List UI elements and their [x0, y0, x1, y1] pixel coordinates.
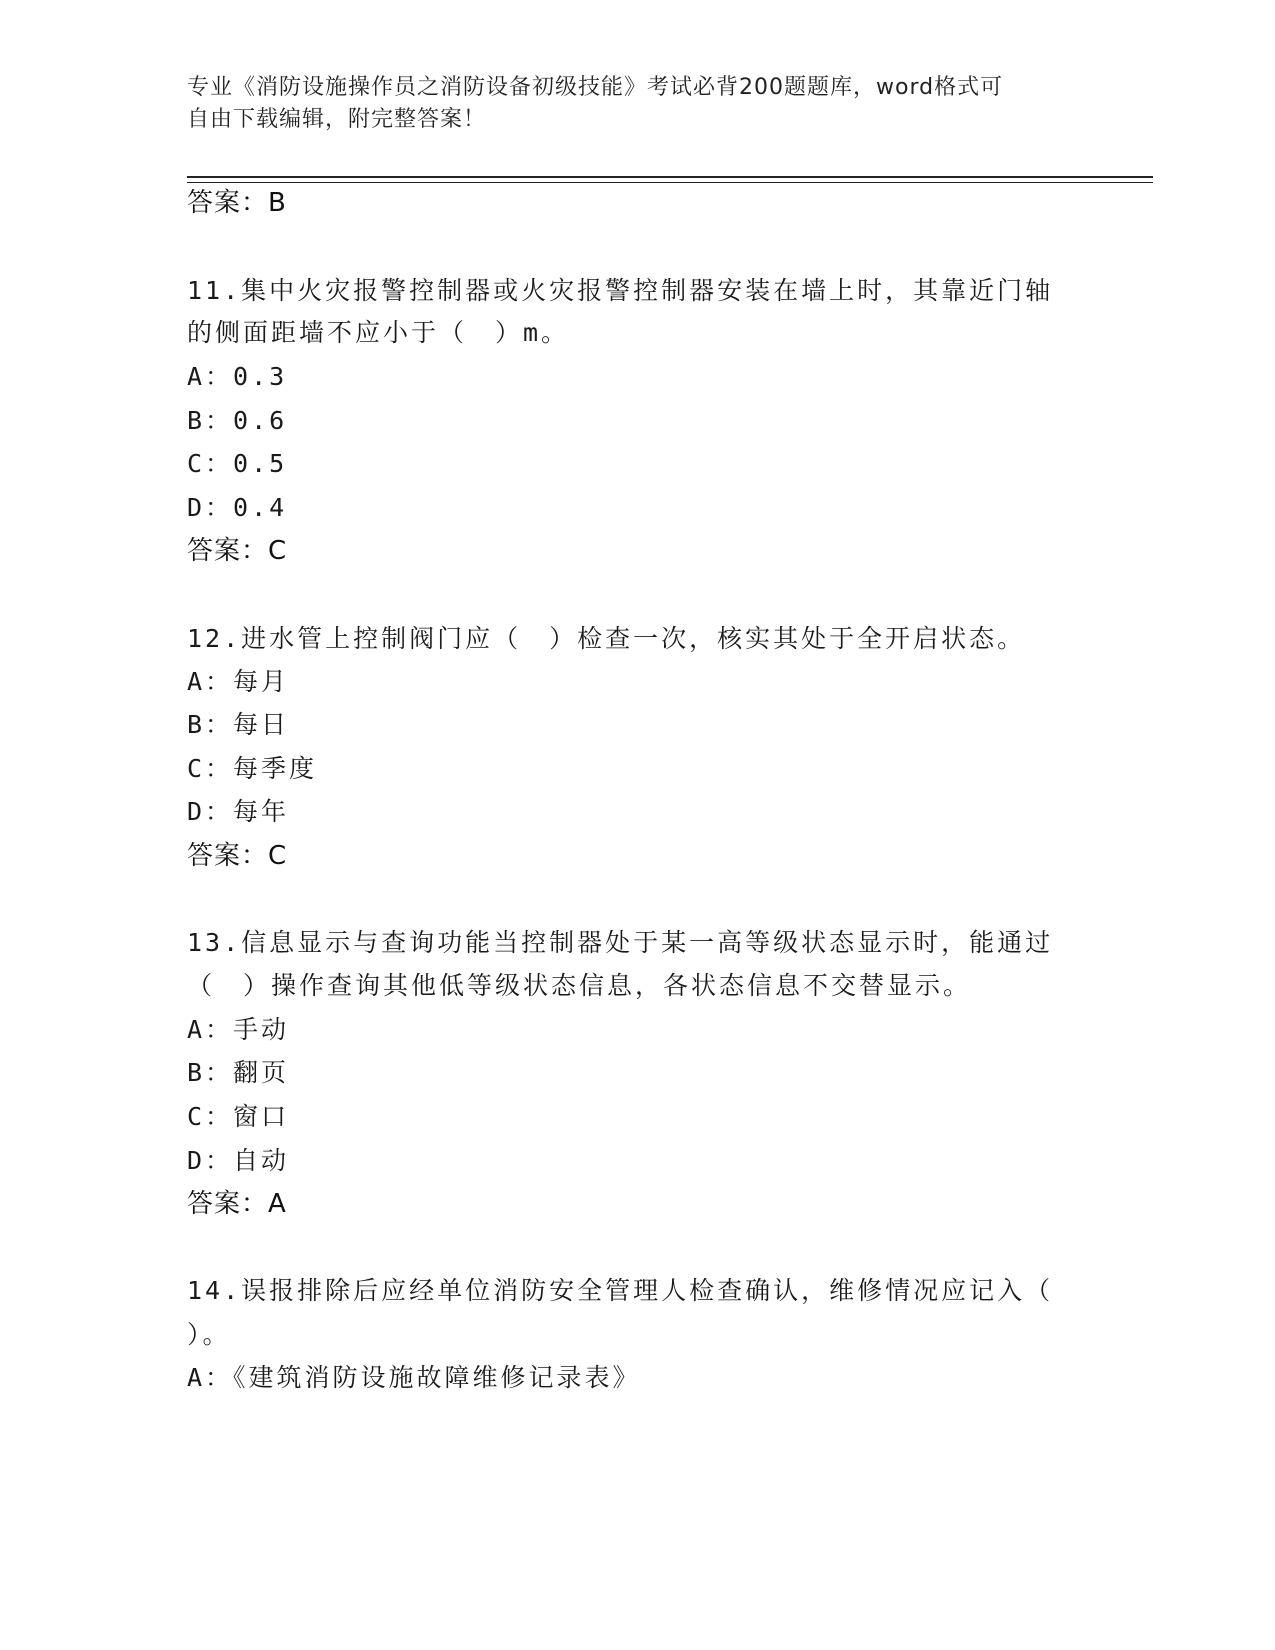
question-12-text-line-1: 12.进水管上控制阀门应（ ）检查一次，核实其处于全开启状态。 [187, 624, 1026, 653]
header-line-2: 自由下载编辑，附完整答案！ [187, 107, 487, 132]
previous-answer [187, 188, 287, 218]
question-13-option-b: B：翻页 [187, 1058, 290, 1087]
question-13-answer [187, 1189, 287, 1219]
question-12-answer [187, 841, 287, 871]
question-14-text-line-1: 14.误报排除后应经单位消防安全管理人检查确认，维修情况应记入（ [187, 1276, 1054, 1305]
question-13-text-line-1: 13.信息显示与查询功能当控制器处于某一高等级状态显示时，能通过 [187, 928, 1054, 957]
question-13-option-c: C：窗口 [187, 1102, 290, 1131]
question-11-option-a: A：0.3 [187, 362, 288, 391]
document-header [187, 72, 1087, 136]
question-11-text-line-1: 11.集中火灾报警控制器或火灾报警控制器安装在墙上时，其靠近门轴 [187, 276, 1054, 305]
question-14-text-line-2: ）。 [187, 1320, 231, 1349]
answer-value: A [268, 1189, 287, 1219]
question-11-answer [187, 536, 287, 566]
question-11-text-line-2: 的侧面距墙不应小于（ ）m。 [187, 318, 570, 347]
question-12-option-c: C：每季度 [187, 754, 318, 783]
header-line-1: 专业《消防设施操作员之消防设备初级技能》考试必背200题题库，word格式可 [187, 75, 1004, 100]
question-14-option-a: A：《建筑消防设施故障维修记录表》 [187, 1363, 641, 1392]
question-11-option-b: B：0.6 [187, 406, 288, 435]
answer-value: C [268, 536, 288, 566]
question-12-option-b: B：每日 [187, 710, 290, 739]
question-13-option-a: A：手动 [187, 1015, 290, 1044]
header-divider-thin [187, 182, 1153, 183]
header-divider-thick [187, 176, 1153, 178]
question-12-option-a: A：每月 [187, 667, 290, 696]
question-13-option-d: D：自动 [187, 1146, 290, 1175]
answer-value: C [268, 841, 288, 871]
question-12-option-d: D：每年 [187, 797, 290, 826]
question-11-option-d: D：0.4 [187, 493, 288, 522]
answer-label: 答案： [187, 841, 269, 871]
answer-label: 答案： [187, 188, 269, 218]
question-11-option-c: C：0.5 [187, 449, 288, 478]
answer-value: B [268, 188, 287, 218]
answer-label: 答案： [187, 536, 269, 566]
question-13-text-line-2: （ ）操作查询其他低等级状态信息，各状态信息不交替显示。 [187, 971, 972, 1000]
answer-label: 答案： [187, 1189, 269, 1219]
